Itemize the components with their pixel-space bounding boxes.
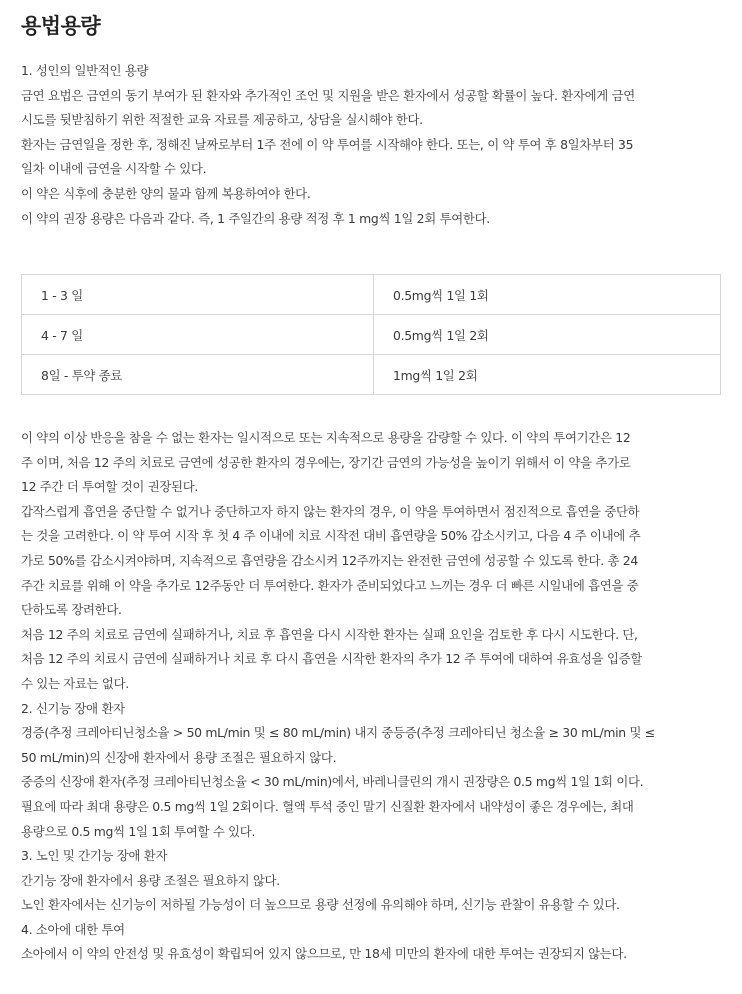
text-line: 용량으로 0.5 mg씩 1일 1회 투여할 수 있다.	[21, 823, 256, 839]
text-line: 시도를 뒷받침하기 위한 적절한 교육 자료를 제공하고, 상담을 실시해야 한다.	[21, 112, 423, 128]
text-line: 중증의 신장애 환자(추정 크레아티닌청소율 < 30 mL/min)에서, 바레니클린의 개시 권장량은 0.5 mg씩 1일 1회 이다.	[21, 774, 644, 790]
section-heading: 4. 소아에 대한 투여	[21, 921, 125, 937]
text-line: 50 mL/min)의 신장애 환자에서 용량 조절은 필요하지 않다.	[21, 749, 337, 765]
dose-cell: 0.5mg씩 1일 2회	[374, 315, 721, 355]
section-heading: 1. 성인의 일반적인 용량	[21, 63, 149, 78]
dosage-details-section	[21, 426, 726, 967]
text-line: 단하도록 장려한다.	[21, 602, 122, 618]
text-line: 일차 이내에 금연을 시작할 수 있다.	[21, 161, 207, 177]
text-line: 처음 12 주의 치료로 금연에 실패하거나, 치료 후 흡연을 다시 시작한 환자는 실패 요인을 검토한 후 다시 시도한다. 단,	[21, 626, 638, 642]
text-line: 가로 50%를 감소시켜야하며, 지속적으로 흡연량을 감소시켜 12주까지는 완전한 금연에 성공할 수 있도록 한다. 총 24	[21, 552, 638, 568]
text-line: 주 이며, 처음 12 주의 치료로 금연에 성공한 환자의 경우에는, 장기간 금연의 가능성을 높이기 위해서 이 약을 추가로	[21, 454, 631, 470]
section-heading: 3. 노인 및 간기능 장애 환자	[21, 848, 168, 864]
period-cell: 8일 - 투약 종료	[22, 355, 374, 395]
text-line: 는 것을 고려한다. 이 약 투여 시작 후 첫 4 주 이내에 치료 시작전 대비 흡연량을 50% 감소시키고, 다음 4 주 이내에 추	[21, 528, 641, 544]
period-cell: 1 - 3 일	[22, 275, 374, 315]
period-cell: 4 - 7 일	[22, 315, 374, 355]
table-row	[22, 355, 721, 395]
table-row	[22, 275, 721, 315]
table-row	[22, 315, 721, 355]
text-line: 이 약의 권장 용량은 다음과 같다. 즉, 1 주일간의 용량 적정 후 1 mg씩 1일 2회 투여한다.	[21, 210, 490, 226]
text-line: 처음 12 주의 치료시 금연에 실패하거나 치료 후 다시 흡연을 시작한 환자의 추가 12 주 투여에 대하여 유효성을 입증할	[21, 651, 642, 667]
text-line: 금연 요법은 금연의 동기 부여가 된 환자와 추가적인 조언 및 지원을 받은 환자에서 성공할 확률이 높다. 환자에게 금연	[21, 87, 635, 103]
text-line: 환자는 금연일을 정한 후, 정해진 날짜로부터 1주 전에 이 약 투여를 시작해야 한다. 또는, 이 약 투여 후 8일차부터 35	[21, 136, 634, 152]
text-line: 경증(추정 크레아티닌청소율 > 50 mL/min 및 ≤ 80 mL/min) 내지 중등증(추정 크레아티닌 청소율 ≥ 30 mL/min 및 ≤	[21, 725, 655, 741]
page-title: 용법용량	[21, 14, 101, 38]
text-line: 이 약의 이상 반응을 참을 수 없는 환자는 일시적으로 또는 지속적으로 용량을 감량할 수 있다. 이 약의 투여기간은 12	[21, 430, 631, 445]
text-line: 필요에 따라 최대 용량은 0.5 mg씩 1일 2회이다. 혈액 투석 중인 말기 신질환 환자에서 내약성이 좋은 경우에는, 최대	[21, 798, 634, 814]
dosage-table	[21, 274, 721, 395]
text-line: 갑작스럽게 흡연을 중단할 수 없거나 중단하고자 하지 않는 환자의 경우, 이 약을 투여하면서 점진적으로 흡연을 중단하	[21, 503, 640, 519]
text-line: 간기능 장애 환자에서 용량 조절은 필요하지 않다.	[21, 872, 280, 888]
dose-cell: 0.5mg씩 1일 1회	[374, 275, 721, 315]
text-line: 소아에서 이 약의 안전성 및 유효성이 확립되어 있지 않으므로, 만 18세 미만의 환자에 대한 투여는 권장되지 않는다.	[21, 946, 627, 962]
dose-cell: 1mg씩 1일 2회	[374, 355, 721, 395]
text-line: 수 있는 자료는 없다.	[21, 675, 129, 691]
text-line: 이 약은 식후에 충분한 양의 물과 함께 복용하여야 한다.	[21, 185, 311, 201]
text-line: 노인 환자에서는 신기능이 저하될 가능성이 더 높으므로 용량 선정에 유의해야 하며, 신기능 관찰이 유용할 수 있다.	[21, 897, 620, 913]
text-line: 12 주간 더 투여할 것이 권장된다.	[21, 479, 199, 495]
adult-dosage-section	[21, 59, 726, 231]
section-heading: 2. 신기능 장애 환자	[21, 700, 125, 716]
text-line: 주간 치료를 위해 이 약을 추가로 12주동안 더 투여한다. 환자가 준비되었다고 느끼는 경우 더 빠른 시일내에 흡연을 중	[21, 577, 639, 593]
